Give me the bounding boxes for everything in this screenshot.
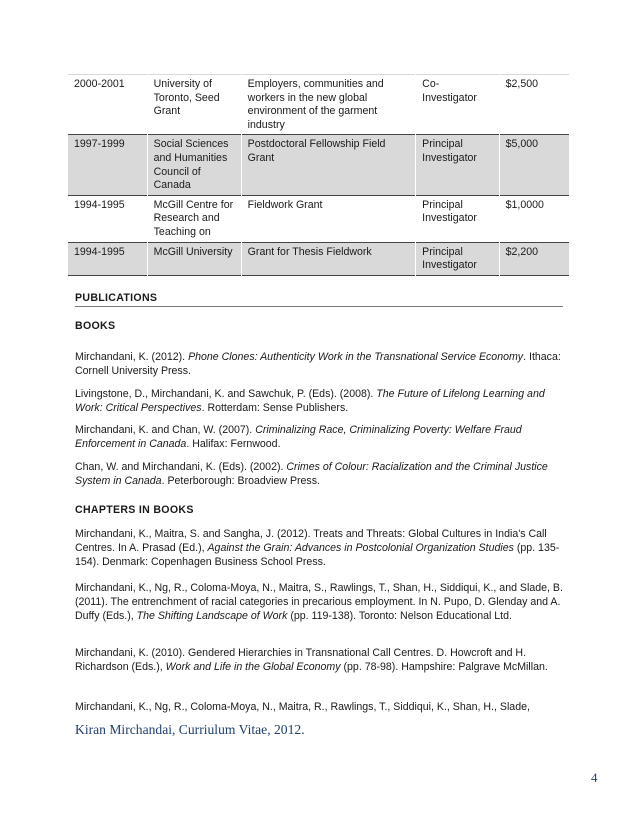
grant-years-cell: 1997-1999 — [68, 135, 147, 195]
grant-title-cell: Postdoctoral Fellowship Field Grant — [241, 135, 416, 195]
chapters-heading: CHAPTERS IN BOOKS — [75, 504, 194, 516]
grant-row — [68, 195, 569, 242]
grant-source-cell: University of Toronto, Seed Grant — [147, 75, 241, 135]
grant-title-cell: Grant for Thesis Fieldwork — [241, 242, 416, 275]
book-entry: Chan, W. and Mirchandani, K. (Eds). (2002). Crimes of Colour: Racialization and the Criminal Justice System in Canada. Peterborough: Broadview Press. — [75, 461, 548, 488]
grant-row — [68, 242, 569, 275]
grant-years-cell: 2000-2001 — [68, 75, 147, 135]
grant-role-cell: Principal Investigator — [416, 242, 499, 275]
grant-years-cell: 1994-1995 — [68, 195, 147, 242]
grant-title-cell: Fieldwork Grant — [241, 195, 416, 242]
book-entry: Mirchandani, K. (2012). Phone Clones: Authenticity Work in the Transnational Service Economy. Ithaca: Cornell University Press. — [75, 351, 561, 378]
publications-heading: PUBLICATIONS — [75, 292, 158, 304]
grant-row — [68, 75, 569, 135]
grants-table — [68, 74, 569, 276]
grant-amount-cell: $1,0000 — [505, 198, 544, 211]
grant-role-cell: Co-Investigator — [416, 75, 499, 135]
chapter-entry: Mirchandani, K. (2010). Gendered Hierarchies in Transnational Call Centres. D. Howcroft and H. Richardson (Eds.), Work and Life in the Global Economy (pp. 78-98). Hampshire: Palgrave McMillan. — [75, 647, 548, 674]
grant-amount-cell: $5,000 — [499, 135, 569, 195]
book-entry: Livingstone, D., Mirchandani, K. and Sawchuk, P. (Eds). (2008). The Future of Lifelong Learning and Work: Critical Perspectives. Rotterdam: Sense Publishers. — [75, 388, 545, 415]
page-number: 4 — [591, 770, 598, 785]
book-entry: Mirchandani, K. and Chan, W. (2007). Criminalizing Race, Criminalizing Poverty: Welfare Fraud Enforcement in Canada. Halifax: Fernwood. — [75, 424, 522, 451]
footer-text: Kiran Mirchandai, Curriulum Vitae, 2012. — [75, 722, 305, 737]
section-divider — [75, 306, 563, 307]
grant-title-cell: Employers, communities and workers in the new global environment of the garment industry — [241, 75, 416, 135]
grant-source-cell: Social Sciences and Humanities Council of Canada — [147, 135, 241, 195]
grant-amount-cell: $2,500 — [505, 78, 539, 90]
grant-years-cell: 1994-1995 — [68, 242, 147, 275]
grant-source-cell: McGill University — [147, 242, 241, 275]
grant-source-cell: McGill Centre for Research and Teaching on — [147, 195, 241, 242]
grant-row — [68, 135, 569, 195]
chapter-entry: Mirchandani, K., Ng, R., Coloma-Moya, N., Maitra, R., Rawlings, T., Siddiqui, K., Shan, H., Slade, — [75, 701, 530, 713]
chapter-entry: Mirchandani, K., Maitra, S. and Sangha, J. (2012). Treats and Threats: Global Cultures in India's Call Centres. In A. Prasad (Ed.), Against the Grain: Advances in Postcolonial Organization Studies (pp. 135-154). Denmark: Copenhagen Business School Press. — [75, 528, 560, 569]
grant-amount-cell: $2,200 — [499, 242, 569, 275]
grant-role-cell: Principal Investigator — [416, 135, 499, 195]
books-heading: BOOKS — [75, 320, 116, 332]
chapter-entry: Mirchandani, K., Ng, R., Coloma-Moya, N., Maitra, S., Rawlings, T., Shan, H., Siddiqui, K., and Slade, B. (2011). The entrenchment of racial categories in precarious employment. In N. Pupo, D. Glenday and A. Duffy (Eds.), The Shifting Landscape of Work (pp. 119-138). Toronto: Nelson Educational Ltd. — [75, 582, 563, 623]
grant-role-cell: Principal Investigator — [416, 195, 499, 242]
